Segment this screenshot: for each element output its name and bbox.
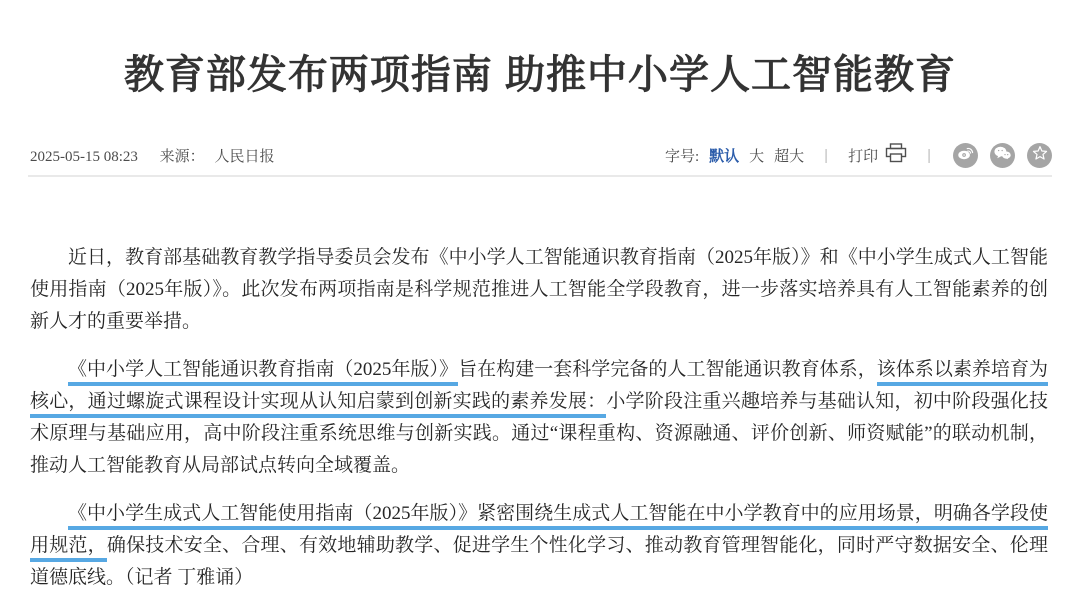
underlined-text: 《中小学人工智能通识教育指南（2025年版）》 (68, 359, 458, 386)
body-text: 近日，教育部基础教育教学指导委员会发布《中小学人工智能通识教育指南（2025年版）》和《中小学生成式人工智能使用指南（2025年版）》。此次发布两项指南是科学规范推进人工智能全学段教育，进一步落实培养具有人工智能素养的创新人才的重要举措。 (30, 247, 1048, 332)
printer-icon (885, 143, 907, 168)
article-paragraph (30, 242, 1048, 338)
article-paragraph (30, 498, 1048, 594)
body-text: 小学阶段注重兴趣培养与基础认知，初中阶段强化技术原理与基础应用，高中阶段注重系统思维与创新实践。通过“课程重构、资源融通、评价创新、师资赋能”的联动机制，推动人工智能教育从局部试点转向全域覆盖。 (30, 391, 1048, 476)
article-tools (665, 143, 1052, 168)
print-button-label: 打印 (848, 148, 879, 165)
font-size-label: 字号: (664, 148, 700, 165)
separator: | (824, 146, 829, 164)
star-favorite-icon (1032, 145, 1048, 166)
print-button[interactable] (848, 143, 907, 168)
wechat-share-button[interactable] (990, 143, 1015, 168)
page-title: 教育部发布两项指南 助推中小学人工智能教育 (123, 53, 957, 97)
source-label: 来源： (159, 148, 205, 165)
meta-bar (30, 141, 1052, 169)
wechat-share-icon (994, 146, 1011, 165)
favorite-button[interactable] (1027, 143, 1052, 168)
body-text: 旨在构建一套科学完备的人工智能通识教育体系， (458, 359, 877, 380)
underlined-text: 《中小学生成式人工智能使用指南（2025年版）》紧密围绕生成式人工智能在中小学教育中的应用场景，明确各学段使用规范， (30, 503, 1048, 562)
font-size-xlarge-button[interactable]: 超大 (774, 148, 805, 165)
meta-info (30, 145, 280, 166)
source-value: 人民日报 (214, 148, 275, 165)
underlined-text: 该体系以素养培育为核心，通过螺旋式课程设计实现从认知启蒙到创新实践的素养发展： (30, 359, 1048, 418)
publish-datetime: 2025-05-15 08:23 (30, 148, 138, 165)
header-divider (28, 175, 1052, 177)
separator: | (927, 146, 931, 164)
body-text: 确保技术安全、合理、有效地辅助教学、促进学生个性化学习、推动教育管理智能化，同时严守数据安全、伦理道德底线。（记者 丁雅诵） (30, 535, 1048, 588)
article-paragraph (30, 354, 1048, 482)
article-body (30, 242, 1048, 610)
weibo-share-icon (957, 145, 974, 165)
weibo-share-button[interactable] (953, 143, 978, 168)
font-size-large-button[interactable]: 大 (749, 148, 765, 165)
font-size-default-button[interactable]: 默认 (709, 148, 740, 165)
